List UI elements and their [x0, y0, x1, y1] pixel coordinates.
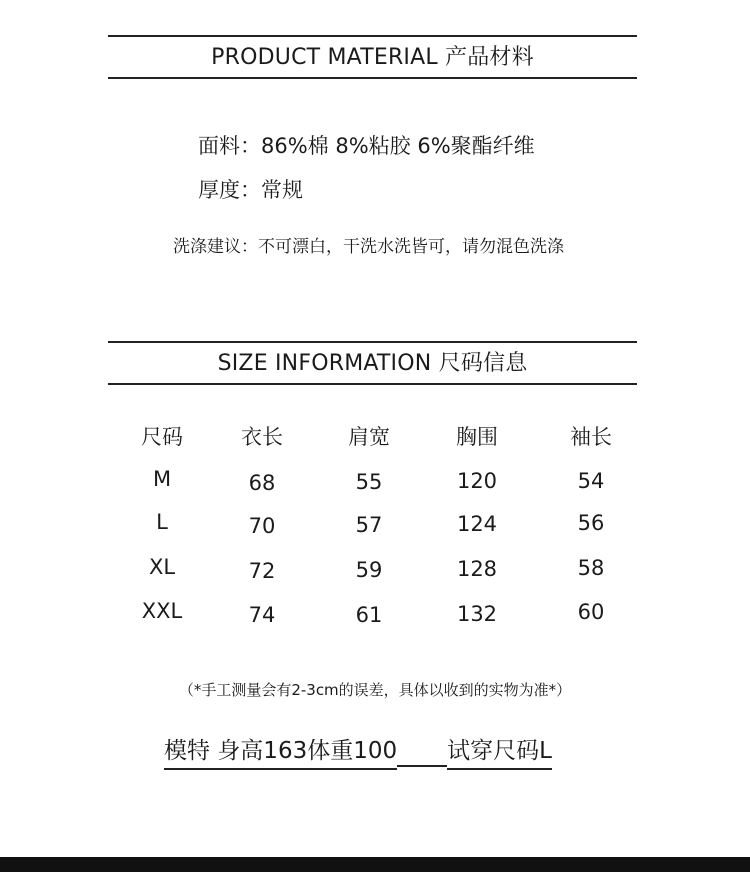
cell-length: 68: [248, 471, 276, 495]
model-size: 试穿尺码L: [447, 735, 552, 770]
cell-length: 74: [248, 603, 276, 627]
cell-sleeve: 56: [577, 511, 605, 535]
fabric-composition: 面料：86%棉 8%粘胶 6%聚酯纤维: [198, 134, 535, 158]
cell-chest: 124: [456, 512, 498, 536]
cell-shoulder: 57: [355, 513, 383, 537]
material-top-rule: [108, 35, 637, 37]
model-stats: 模特 身高163体重100: [164, 735, 397, 770]
cell-sleeve: 58: [577, 556, 605, 580]
material-bottom-rule: [108, 77, 637, 79]
cell-chest: 120: [456, 469, 498, 493]
model-info: [164, 735, 552, 770]
bottom-bar: [0, 857, 750, 872]
cell-size: XL: [148, 555, 176, 579]
table-row: [0, 464, 750, 498]
header-chest: 胸围: [456, 425, 498, 449]
header-shoulder: 肩宽: [348, 425, 390, 449]
cell-chest: 128: [456, 557, 498, 581]
care-instructions: 洗涤建议：不可漂白，干洗水洗皆可，请勿混色洗涤: [173, 237, 564, 257]
model-info-spacer: [397, 735, 447, 767]
cell-shoulder: 61: [355, 603, 383, 627]
header-length: 衣长: [241, 425, 283, 449]
cell-size: M: [152, 467, 172, 491]
size-top-rule: [108, 341, 637, 343]
cell-shoulder: 55: [355, 470, 383, 494]
measurement-note: （*手工测量会有2-3cm的误差，具体以收到的实物为准*）: [178, 681, 572, 699]
table-row: [0, 552, 750, 586]
size-bottom-rule: [108, 383, 637, 385]
size-table-header: [0, 420, 750, 454]
cell-length: 70: [248, 514, 276, 538]
header-sleeve: 袖长: [570, 425, 612, 449]
material-section-title: PRODUCT MATERIAL 产品材料: [211, 45, 534, 70]
fabric-thickness: 厚度：常规: [198, 178, 303, 202]
cell-size: L: [156, 510, 168, 534]
cell-chest: 132: [456, 602, 498, 626]
cell-sleeve: 60: [577, 600, 605, 624]
table-row: [0, 596, 750, 630]
cell-size: XXL: [141, 599, 183, 623]
cell-sleeve: 54: [577, 469, 605, 493]
cell-shoulder: 59: [355, 558, 383, 582]
size-section-title: SIZE INFORMATION 尺码信息: [217, 351, 528, 376]
cell-length: 72: [248, 559, 276, 583]
header-size: 尺码: [141, 425, 183, 449]
table-row: [0, 508, 750, 542]
